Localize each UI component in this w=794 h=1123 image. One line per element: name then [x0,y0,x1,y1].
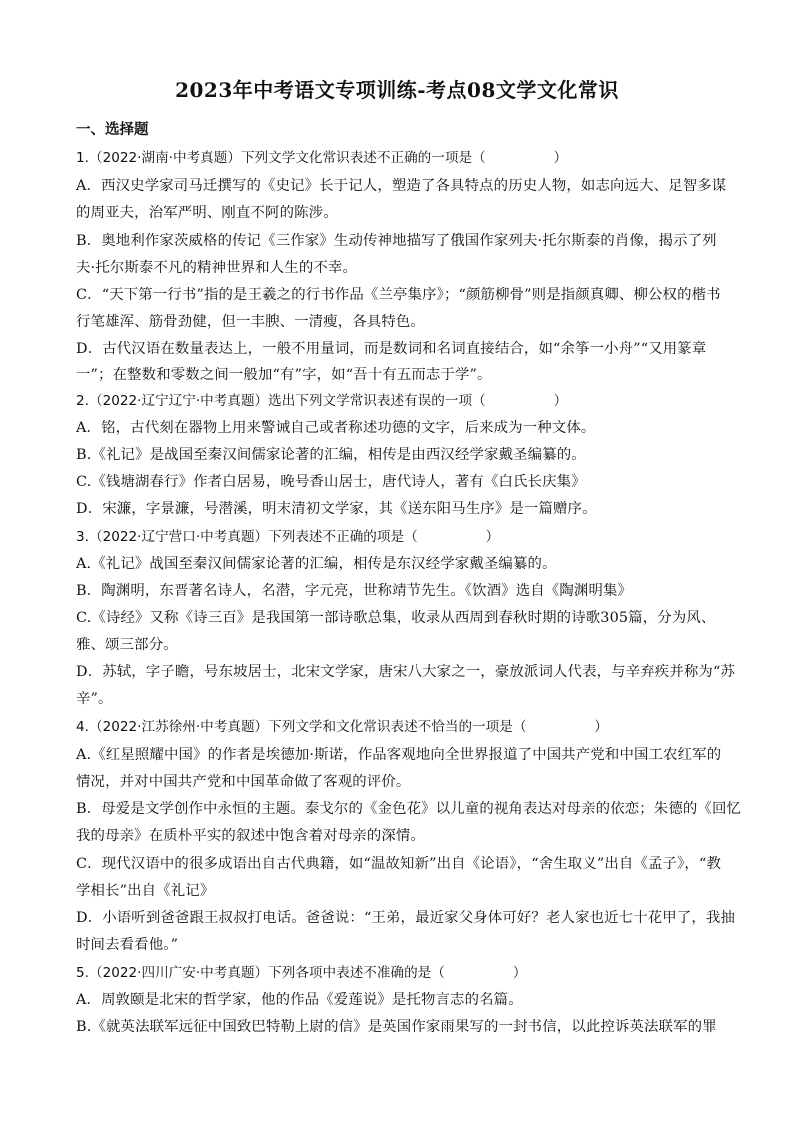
question-1-stem: 1.（2022·湖南·中考真题）下列文学文化常识表述不正确的一项是（ ） [76,150,568,166]
question-3-option-c: C.《诗经》又称《诗三百》是我国第一部诗歌总集，收录从西周到春秋时期的诗歌305篇，分为风、 [76,610,716,626]
question-1-option-c-cont: 行笔雄浑、筋骨劲健，但一丰腴、一清瘦，各具特色。 [76,314,425,330]
question-4-option-c: C．现代汉语中的很多成语出自古代典籍，如“温故知新”出自《论语》，“舍生取义”出自《孟子》，“教 [76,856,722,872]
question-1-option-b-cont: 夫·托尔斯泰不凡的精神世界和人生的不幸。 [76,260,357,276]
question-3-option-d-cont: 辛”。 [76,691,113,707]
question-4-option-b-cont: 我的母亲》在质朴平实的叙述中饱含着对母亲的深情。 [76,828,425,844]
question-3-option-b: B．陶渊明，东晋著名诗人，名潜，字元亮，世称靖节先生。《饮酒》选自《陶渊明集》 [76,583,633,599]
question-2-option-b: B.《礼记》是战国至秦汉间儒家论著的汇编，相传是由西汉经学家戴圣编纂的。 [76,447,586,463]
question-4-option-c-cont: 学相长”出自《礼记》 [76,883,215,899]
question-2-stem: 2.（2022·辽宁辽宁·中考真题）选出下列文学常识表述有误的一项（ ） [76,393,568,409]
question-4-option-d: D．小语听到爸爸跟王叔叔打电话。爸爸说：“王弟，最近家父身体可好？老人家也近七十花甲了，我抽 [76,910,735,926]
question-3-stem: 3.（2022·辽宁营口·中考真题）下列表述不正确的项是（ ） [76,529,500,545]
question-2-option-d: D．宋濂，字景濂，号潜溪，明末清初文学家，其《送东阳马生序》是一篇赠序。 [76,501,597,517]
question-5-option-b: B.《就英法联军远征中国致巴特勒上尉的信》是英国作家雨果写的一封书信，以此控诉英法联军的罪 [76,1019,717,1035]
question-1-option-a: A．西汉史学家司马迁撰写的《史记》长于记人，塑造了各具特点的历史人物，如志向远大、足智多谋 [76,178,727,194]
question-3-option-c-cont: 雅、颂三部分。 [76,637,178,653]
question-5-stem: 5.（2022·四川广安·中考真题）下列各项中表述不准确的是（ ） [76,965,527,981]
question-4-option-d-cont: 时间去看看他。” [76,937,179,953]
question-1-option-a-cont: 的周亚夫，治军严明、刚直不阿的陈涉。 [76,205,338,221]
question-5-option-a: A．周敦颐是北宋的哲学家，他的作品《爱莲说》是托物言志的名篇。 [76,992,523,1008]
question-4-option-a-cont: 情况，并对中国共产党和中国革命做了客观的评价。 [76,774,411,790]
question-4-option-a: A.《红星照耀中国》的作者是埃德加·斯诺，作品客观地向全世界报道了中国共产党和中国工农红军的 [76,747,722,763]
question-1-option-d: D．古代汉语在数量表达上，一般不用量词，而是数词和名词直接结合，如“余筝一小舟”“又用篆章 [76,341,707,357]
question-4-option-b: B．母爱是文学创作中永恒的主题。泰戈尔的《金色花》以儿童的视角表达对母亲的依恋；朱德的《回忆 [76,801,742,817]
page-title: 2023年中考语文专项训练-考点08文学文化常识 [175,78,619,102]
question-2-option-a: A．铭，古代刻在器物上用来警诫自己或者称述功德的文字，后来成为一种文体。 [76,420,596,436]
question-1-option-b: B．奥地利作家茨威格的传记《三作家》生动传神地描写了俄国作家列夫·托尔斯泰的肖像，揭示了列 [76,233,717,249]
question-4-stem: 4.（2022·江苏徐州·中考真题）下列文学和文化常识表述不恰当的一项是（ ） [76,719,608,735]
question-3-option-a: A.《礼记》战国至秦汉间儒家论著的汇编，相传是东汉经学家戴圣编纂的。 [76,556,557,572]
section-heading: 一、选择题 [76,122,149,138]
question-2-option-c: C.《钱塘湖春行》作者白居易，晚号香山居士，唐代诗人，著有《白氏长庆集》 [76,474,586,490]
question-1-option-c: C．“天下第一行书”指的是王羲之的行书作品《兰亭集序》；“颜筋柳骨”则是指颜真卿、柳公权的楷书 [76,287,721,303]
question-1-option-d-cont: 一”；在整数和零数之间一般加“有”字，如“吾十有五而志于学”。 [76,367,492,383]
question-3-option-d: D．苏轼，字子瞻，号东坡居士，北宋文学家，唐宋八大家之一，豪放派词人代表，与辛弃疾并称为“苏 [76,664,735,680]
